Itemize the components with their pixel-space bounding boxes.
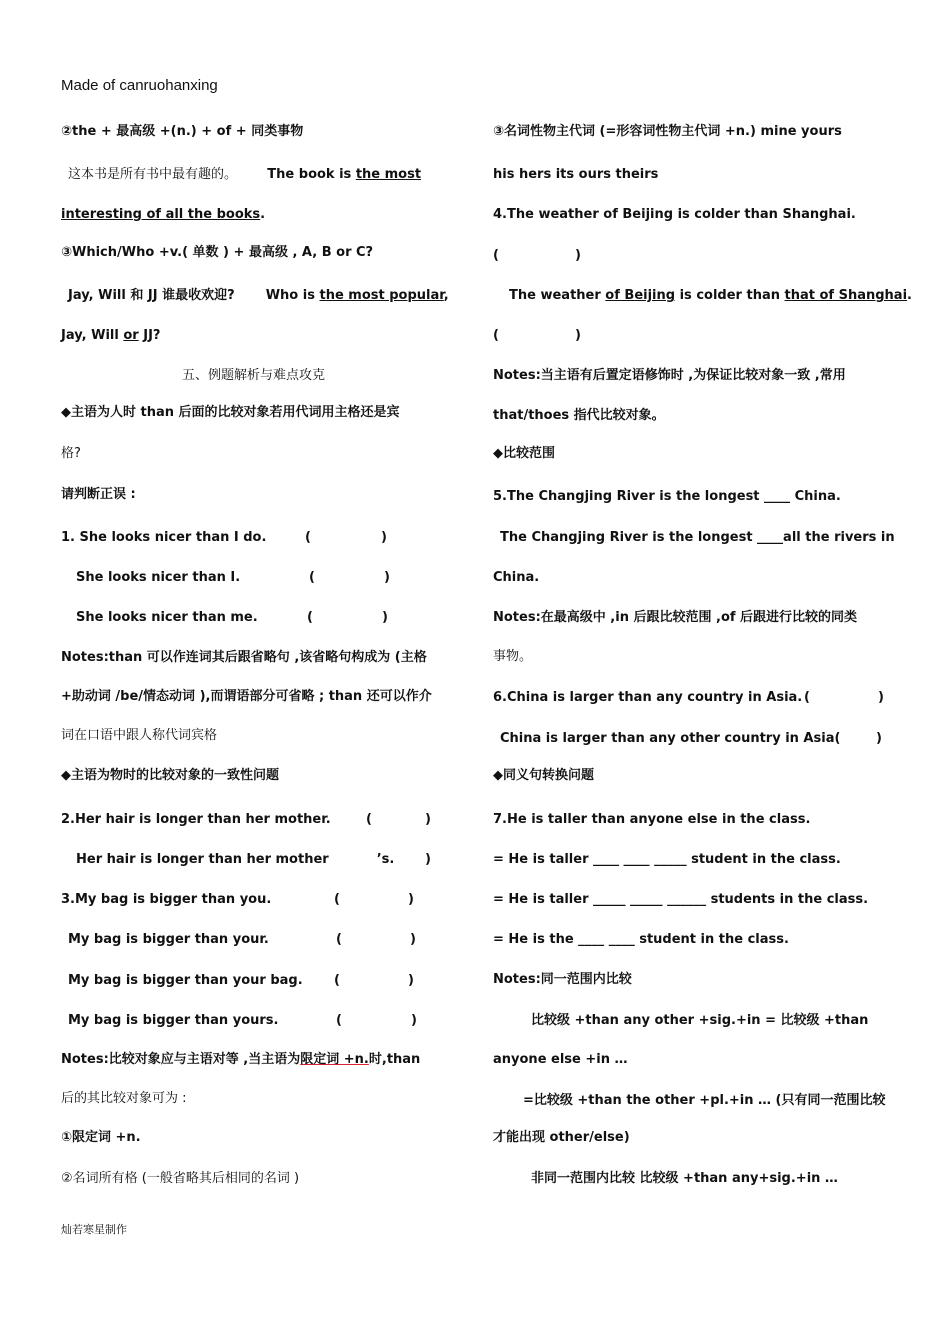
example-line xyxy=(61,206,265,224)
example-cn: 这本书是所有书中最有趣的。 xyxy=(68,167,238,182)
answer-open: ( xyxy=(493,328,499,343)
answer-open: ( xyxy=(493,248,499,263)
notes-line: Notes:当主语有后置定语修饰时 ,为保证比较对象一致 ,常用 xyxy=(493,368,846,383)
answer-close: ) xyxy=(876,731,882,746)
exercise-5b: The Changjing River is the longest ____all the rivers in xyxy=(500,530,895,545)
example-line xyxy=(61,287,449,305)
rule-line: ②名词所有格 (一般省略其后相同的名词 ) xyxy=(61,1171,300,1186)
exercise-2b xyxy=(61,851,394,869)
rule-line: anyone else +in … xyxy=(493,1052,628,1067)
topic-line: ◆主语为人时 than 后面的比较对象若用代词用主格还是宾 xyxy=(61,405,400,420)
answer-close: ) xyxy=(382,610,388,625)
notes-text: 时,than xyxy=(368,1052,421,1067)
answer-close: ) xyxy=(575,328,581,343)
page-footer: 灿若寒星制作 xyxy=(61,1223,127,1236)
example-en: The weather xyxy=(509,288,606,303)
notes-line: Notes:than 可以作连词其后跟省略句 ,该省略句构成为 (主格 xyxy=(61,650,427,665)
example-en: The book is xyxy=(267,167,356,182)
exercise-1c: She looks nicer than me. xyxy=(76,610,258,625)
example-underlined: the most xyxy=(355,167,422,182)
example-en: Who is xyxy=(265,288,320,303)
example-en: Her hair is longer than her mother xyxy=(76,852,329,867)
answer-close: ) xyxy=(425,852,431,867)
answer-open: ( xyxy=(334,892,340,907)
topic-line: ◆同义句转换问题 xyxy=(493,768,594,783)
example-en: JJ? xyxy=(138,328,161,343)
answer-open: ( xyxy=(334,973,340,988)
topic-line: ◆主语为物时的比较对象的一致性问题 xyxy=(61,768,279,783)
notes-line: Notes:同一范围内比较 xyxy=(493,972,632,987)
section-title: 五、例题解析与难点攻克 xyxy=(181,368,325,383)
exercise-4b xyxy=(493,287,912,305)
punct: . xyxy=(907,288,912,303)
exercise-3: 3.My bag is bigger than you. xyxy=(61,892,272,907)
exercise-1: 1. She looks nicer than I do. xyxy=(61,530,267,545)
exercise-7c: = He is the ____ ____ student in the class. xyxy=(493,932,789,947)
answer-close: ) xyxy=(410,932,416,947)
notes-line xyxy=(61,1051,420,1069)
page-header: Made of canruohanxing xyxy=(61,77,218,94)
topic-line: 格? xyxy=(61,446,81,461)
answer-open: ( xyxy=(336,932,342,947)
exercise-3d: My bag is bigger than yours. xyxy=(68,1013,279,1028)
answer-close: ) xyxy=(878,690,884,705)
exercise-1b: She looks nicer than I. xyxy=(76,570,241,585)
exercise-2: 2.Her hair is longer than her mother. xyxy=(61,812,331,827)
notes-line: 后的其比较对象可为 : xyxy=(61,1091,187,1106)
notes-line: Notes:在最高级中 ,in 后跟比较范围 ,of 后跟进行比较的同类 xyxy=(493,610,858,625)
exercise-7a: = He is taller ____ ____ _____ student in the class. xyxy=(493,852,841,867)
answer-close: ) xyxy=(425,812,431,827)
notes-line: 事物。 xyxy=(493,649,533,664)
answer-open: ( xyxy=(307,610,313,625)
answer-open: ( xyxy=(305,530,311,545)
answer-open: ( xyxy=(804,690,810,705)
answer-open: ( xyxy=(366,812,372,827)
notes-line: +助动词 /be/情态动词 ),而谓语部分可省略 ; than 还可以作介 xyxy=(61,689,432,704)
example-underlined: interesting of all the books xyxy=(61,207,261,222)
answer-close: ) xyxy=(381,530,387,545)
example-underlined: the most popular xyxy=(319,288,444,303)
notes-line: that/thoes 指代比较对象。 xyxy=(493,408,665,423)
notes-marked: 限定词 +n. xyxy=(300,1052,369,1067)
rule-line: 才能出现 other/else) xyxy=(493,1130,630,1145)
rule-line: ③名词性物主代词 (=形容词性物主代词 +n.) mine yours xyxy=(493,124,842,139)
answer-close: ) xyxy=(411,1013,417,1028)
example-line xyxy=(61,166,421,184)
example-underlined: of Beijing xyxy=(605,288,676,303)
punct: , xyxy=(443,288,449,303)
example-underlined: or xyxy=(123,328,139,343)
answer-close: ) xyxy=(408,973,414,988)
exercise-4: 4.The weather of Beijing is colder than Shanghai. xyxy=(493,207,856,222)
exercise-7b: = He is taller _____ _____ ______ students in the class. xyxy=(493,892,869,907)
rule-line: ②the + 最高级 +(n.) + of + 同类事物 xyxy=(61,124,304,139)
instruction: 请判断正误 : xyxy=(61,487,136,502)
exercise-3b: My bag is bigger than your. xyxy=(68,932,269,947)
rule-line: ③Which/Who +v.( 单数 ) + 最高级 , A, B or C? xyxy=(61,245,374,260)
punct: . xyxy=(260,207,266,222)
example-underlined: that of Shanghai xyxy=(784,288,908,303)
topic-line: ◆比较范围 xyxy=(493,446,555,461)
example-cn: Jay, Will 和 JJ 谁最收欢迎? xyxy=(68,288,235,303)
rule-line: =比较级 +than the other +pl.+in … (只有同一范围比较 xyxy=(523,1093,886,1108)
exercise-6b: China is larger than any other country in Asia( xyxy=(500,731,841,746)
answer-open: ( xyxy=(309,570,315,585)
exercise-6: 6.China is larger than any country in Asia. xyxy=(493,690,803,705)
notes-line: 词在口语中跟人称代词宾格 xyxy=(61,728,218,743)
example-en: is colder than xyxy=(675,288,785,303)
exercise-3c: My bag is bigger than your bag. xyxy=(68,973,303,988)
rule-line: his hers its ours theirs xyxy=(493,167,659,182)
answer-close: ) xyxy=(384,570,390,585)
exercise-7: 7.He is taller than anyone else in the class. xyxy=(493,812,811,827)
answer-open: ( xyxy=(336,1013,342,1028)
exercise-5b-cont: China. xyxy=(493,570,540,585)
possessive: ’s. xyxy=(376,852,395,867)
example-line xyxy=(61,327,160,345)
rule-line: 非同一范围内比较 比较级 +than any+sig.+in … xyxy=(531,1171,838,1186)
example-en: Jay, Will xyxy=(61,328,124,343)
rule-line: ①限定词 +n. xyxy=(61,1130,141,1145)
answer-close: ) xyxy=(408,892,414,907)
answer-close: ) xyxy=(575,248,581,263)
rule-line: 比较级 +than any other +sig.+in = 比较级 +than xyxy=(531,1013,869,1028)
notes-text: Notes:比较对象应与主语对等 ,当主语为 xyxy=(61,1052,301,1067)
exercise-5: 5.The Changjing River is the longest ____ China. xyxy=(493,489,841,504)
